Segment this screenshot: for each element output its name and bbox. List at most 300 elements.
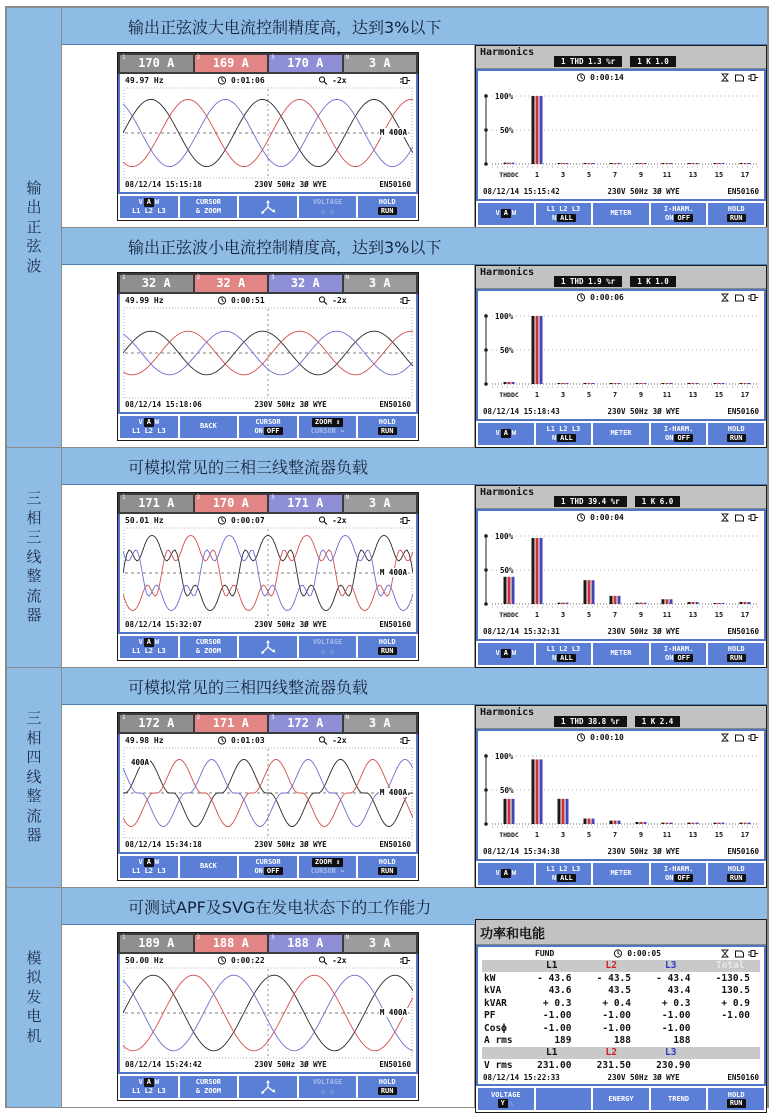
softkey-label: ZOOM ↕ bbox=[312, 418, 343, 427]
scope-body bbox=[118, 514, 418, 634]
softkey-iharm[interactable] bbox=[651, 423, 707, 445]
softkey-line bbox=[312, 1078, 344, 1087]
softkey-label: V bbox=[138, 637, 143, 646]
softkey-hold-run[interactable] bbox=[708, 203, 764, 225]
section-caption: 可模拟常见的三相三线整流器负载 bbox=[62, 448, 767, 485]
svg-text:13: 13 bbox=[688, 170, 698, 179]
magnifier-icon bbox=[318, 956, 329, 965]
softkey-line bbox=[378, 1078, 397, 1087]
svg-text:THDDC: THDDC bbox=[499, 610, 519, 619]
svg-text:100%: 100% bbox=[495, 751, 514, 761]
softkey-label: VOLTAGE bbox=[491, 1090, 521, 1099]
clock-icon bbox=[217, 516, 228, 525]
softkey-voltage[interactable] bbox=[299, 196, 357, 218]
softkey-label: N bbox=[551, 213, 557, 222]
power-table-row bbox=[482, 1034, 760, 1047]
column-header: L2 bbox=[605, 1047, 617, 1059]
scope-screen bbox=[117, 712, 419, 881]
softkey-label: HOLD bbox=[727, 864, 745, 873]
channel-number: 3 bbox=[271, 713, 275, 721]
status-config: 230V 50Hz 3Ø WYE bbox=[254, 620, 327, 629]
phasor-icon bbox=[257, 1079, 279, 1095]
channel-readout bbox=[344, 935, 417, 952]
cell-value: -1.00 bbox=[661, 1010, 691, 1021]
scope-info-row bbox=[120, 74, 416, 87]
waveform-plot bbox=[123, 307, 413, 399]
softkey-line bbox=[727, 1091, 746, 1100]
softkey-line bbox=[663, 645, 695, 654]
channel-readout bbox=[195, 495, 268, 512]
channel-readout bbox=[344, 275, 417, 292]
softkey-label: V bbox=[138, 417, 143, 426]
svg-text:11: 11 bbox=[662, 170, 672, 179]
svg-text:3: 3 bbox=[560, 170, 566, 179]
softkey-line bbox=[310, 427, 346, 436]
range-label: M 400A bbox=[379, 127, 407, 137]
softkey-menu bbox=[476, 861, 766, 887]
harmonics-bar-chart bbox=[479, 84, 763, 186]
softkey-line bbox=[195, 207, 222, 216]
channel-readout bbox=[195, 715, 268, 732]
channel-readout bbox=[344, 55, 417, 72]
svg-text:17: 17 bbox=[740, 390, 750, 399]
hourglass-icon bbox=[720, 293, 731, 302]
softkey-trend[interactable] bbox=[651, 1088, 707, 1110]
svg-text:50%: 50% bbox=[500, 345, 514, 355]
status-standard: EN50160 bbox=[727, 187, 759, 196]
harmonics-bar-chart bbox=[479, 304, 763, 406]
softkey-label: RUN bbox=[727, 214, 746, 223]
softkey-label: TREND bbox=[668, 1094, 690, 1103]
softkey-line bbox=[131, 427, 167, 436]
softkey-line bbox=[609, 429, 632, 438]
waveform-plot bbox=[123, 87, 413, 179]
status-bar bbox=[120, 839, 416, 852]
softkey-line bbox=[312, 198, 344, 207]
thd-readout-box: 1 K 2.4 bbox=[635, 716, 681, 727]
plug-icon bbox=[400, 736, 411, 745]
softkey-label: ON bbox=[254, 866, 263, 875]
softkey-zoom-cursor[interactable] bbox=[299, 416, 357, 438]
channel-number: 3 bbox=[271, 933, 275, 941]
softkey-label: L1 L2 L3 bbox=[546, 424, 581, 433]
softkey-cursor-toggle[interactable] bbox=[239, 416, 297, 438]
svg-text:5: 5 bbox=[586, 170, 592, 179]
softkey-label: RUN bbox=[378, 867, 397, 876]
softkey-phasor[interactable] bbox=[239, 636, 297, 658]
column-header: Total bbox=[715, 960, 745, 972]
softkey-energy[interactable] bbox=[593, 1088, 649, 1110]
svg-text:3: 3 bbox=[560, 390, 566, 399]
screen-title: Harmonics bbox=[480, 266, 535, 278]
softkey-cursor-zoom[interactable] bbox=[180, 196, 238, 218]
zoom-level: -2x bbox=[332, 76, 347, 85]
cell-value: -1.00 bbox=[661, 1022, 691, 1034]
channel-bar bbox=[118, 53, 418, 74]
softkey-back[interactable] bbox=[180, 856, 238, 878]
svg-text:15: 15 bbox=[714, 830, 724, 839]
svg-text:100%: 100% bbox=[495, 91, 514, 101]
softkey-label: I-HARM. bbox=[663, 424, 694, 433]
softkey-line bbox=[195, 638, 222, 647]
softkey-menu bbox=[476, 201, 766, 227]
status-bar bbox=[478, 406, 764, 419]
status-datetime: 08/12/14 15:15:18 bbox=[125, 180, 202, 189]
scope-screenshot bbox=[62, 45, 475, 227]
softkey-hold-run[interactable] bbox=[708, 423, 764, 445]
softkey-line bbox=[727, 654, 746, 663]
channel-value: 32 A bbox=[216, 276, 246, 290]
softkey-label: HOLD bbox=[378, 637, 396, 646]
status-config: 230V 50Hz 3Ø WYE bbox=[607, 627, 680, 636]
channel-readout bbox=[269, 715, 342, 732]
softkey-hold-run[interactable] bbox=[708, 863, 764, 885]
softkey-vaw[interactable] bbox=[478, 203, 534, 225]
power-table-row bbox=[482, 972, 760, 985]
channel-value: 170 A bbox=[212, 496, 249, 510]
status-standard: EN50160 bbox=[727, 847, 759, 856]
softkey-line bbox=[378, 1087, 397, 1096]
softkey-label: W bbox=[511, 649, 517, 658]
softkey-label: ON bbox=[665, 433, 674, 442]
channel-value: 188 A bbox=[212, 936, 249, 950]
thd-readouts bbox=[554, 56, 676, 67]
channel-value: 3 A bbox=[368, 496, 391, 510]
softkey-label: ON bbox=[665, 653, 674, 662]
section-content bbox=[62, 265, 767, 447]
softkey-line bbox=[494, 649, 517, 658]
softkey-label: RUN bbox=[378, 427, 397, 436]
softkey-label: ON bbox=[665, 873, 674, 882]
softkey-zoom-cursor[interactable] bbox=[299, 856, 357, 878]
softkey-line bbox=[137, 638, 160, 647]
screen-title: 功率和电能 bbox=[480, 926, 546, 942]
thd-readout-box: 1 K 1.0 bbox=[630, 276, 676, 287]
harmonics-bar-chart bbox=[479, 524, 763, 626]
scope-body bbox=[118, 294, 418, 414]
softkey-label: A bbox=[144, 858, 154, 867]
softkey-line bbox=[727, 645, 746, 654]
softkey-back[interactable] bbox=[180, 416, 238, 438]
channel-readout bbox=[344, 715, 417, 732]
scope-info-row bbox=[120, 514, 416, 527]
softkey-vaw-phases[interactable] bbox=[120, 856, 178, 878]
softkey-line bbox=[607, 1095, 634, 1104]
channel-number: 2 bbox=[196, 713, 201, 721]
svg-text:1: 1 bbox=[534, 390, 540, 399]
softkey-line bbox=[546, 205, 582, 214]
row-header-cell bbox=[7, 888, 62, 1107]
softkey-label: W bbox=[511, 869, 517, 878]
waveform-plot bbox=[123, 747, 413, 839]
softkey-label: I-HARM. bbox=[663, 204, 694, 213]
hourglass-icon bbox=[720, 513, 731, 522]
status-bar bbox=[478, 846, 764, 859]
softkey-phases[interactable] bbox=[536, 643, 592, 665]
softkey-label: N bbox=[551, 433, 557, 442]
softkey-label: L1 L2 L3 bbox=[546, 644, 581, 653]
svg-text:15: 15 bbox=[714, 610, 724, 619]
softkey-label: METER bbox=[610, 649, 632, 658]
scope-screenshot bbox=[62, 485, 475, 667]
softkey-cursor-zoom[interactable] bbox=[180, 636, 238, 658]
softkey-vaw[interactable] bbox=[478, 423, 534, 445]
softkey-iharm[interactable] bbox=[651, 863, 707, 885]
svg-text:1: 1 bbox=[534, 170, 540, 179]
thd-readout-box: 1 K 1.0 bbox=[630, 56, 676, 67]
softkey-blank[interactable] bbox=[536, 1088, 592, 1110]
softkey-phases[interactable] bbox=[536, 423, 592, 445]
channel-readout bbox=[269, 275, 342, 292]
softkey-phasor[interactable] bbox=[239, 196, 297, 218]
softkey-phases[interactable] bbox=[536, 863, 592, 885]
channel-value: 170 A bbox=[138, 56, 175, 70]
softkey-voltage[interactable] bbox=[299, 636, 357, 658]
softkey-meter[interactable] bbox=[593, 863, 649, 885]
column-header: L2 bbox=[605, 960, 617, 972]
softkey-line bbox=[199, 422, 218, 431]
softkey-label: RUN bbox=[727, 874, 746, 883]
softkey-label: L1 L2 L3 bbox=[546, 204, 581, 213]
status-datetime: 08/12/14 15:32:31 bbox=[483, 627, 560, 636]
zoom-level: -2x bbox=[332, 516, 347, 525]
softkey-vaw-phases[interactable] bbox=[120, 1076, 178, 1098]
softkey-line bbox=[490, 1091, 522, 1100]
softkey-line bbox=[378, 198, 397, 207]
softkey-vaw[interactable] bbox=[478, 643, 534, 665]
status-datetime: 08/12/14 15:15:42 bbox=[483, 187, 560, 196]
elapsed-time: 0:01:06 bbox=[230, 76, 265, 85]
softkey-cursor-toggle[interactable] bbox=[239, 856, 297, 878]
plug-icon bbox=[748, 733, 759, 742]
softkey-hold-run[interactable] bbox=[358, 196, 416, 218]
softkey-vaw-phases[interactable] bbox=[120, 196, 178, 218]
softkey-iharm[interactable] bbox=[651, 203, 707, 225]
softkey-label: ALL bbox=[557, 434, 576, 443]
softkey-label: OFF bbox=[674, 214, 693, 223]
softkey-label: △ △ bbox=[321, 206, 334, 215]
softkey-label: A bbox=[501, 209, 511, 218]
thd-readout-box: 1 THD 38.8 %r bbox=[554, 716, 627, 727]
softkey-line bbox=[727, 205, 746, 214]
section-caption: 可模拟常见的三相四线整流器负载 bbox=[62, 668, 767, 705]
softkey-label: L1 L2 L3 bbox=[131, 426, 166, 435]
softkey-line bbox=[195, 198, 222, 207]
softkey-vaw[interactable] bbox=[478, 863, 534, 885]
channel-readout bbox=[120, 275, 193, 292]
column-header: L1 bbox=[546, 960, 558, 972]
plug-icon bbox=[748, 293, 759, 302]
cell-value: - 43.5 bbox=[596, 972, 631, 984]
scope-body bbox=[118, 734, 418, 854]
status-bar bbox=[120, 619, 416, 632]
softkey-menu bbox=[118, 634, 418, 660]
softkey-voltage[interactable] bbox=[299, 1076, 357, 1098]
cell-value: 231.00 bbox=[537, 1059, 572, 1071]
softkey-menu bbox=[118, 414, 418, 440]
status-datetime: 08/12/14 15:18:43 bbox=[483, 407, 560, 416]
cell-value: 231.50 bbox=[596, 1059, 631, 1071]
channel-value: 172 A bbox=[138, 716, 175, 730]
channel-number: 1 bbox=[122, 713, 126, 721]
svg-text:7: 7 bbox=[612, 390, 618, 399]
cell-value: -1.00 bbox=[542, 1022, 572, 1034]
channel-readout bbox=[120, 495, 193, 512]
softkey-meter[interactable] bbox=[593, 423, 649, 445]
softkey-label: W bbox=[511, 429, 517, 438]
harmonics-body bbox=[476, 289, 766, 421]
svg-text:11: 11 bbox=[662, 390, 672, 399]
harmonics-info-row bbox=[478, 71, 764, 84]
channel-number: N bbox=[345, 53, 350, 61]
harmonics-screenshot bbox=[475, 265, 767, 447]
row-label: kVA bbox=[484, 985, 502, 996]
cell-value: 188 bbox=[613, 1035, 631, 1046]
harmonics-screen bbox=[475, 705, 767, 888]
status-datetime: 08/12/14 15:18:06 bbox=[125, 400, 202, 409]
softkey-line bbox=[320, 647, 335, 656]
channel-value: 3 A bbox=[368, 936, 391, 950]
voltage-table-row bbox=[482, 1059, 760, 1072]
channel-value: 172 A bbox=[287, 716, 324, 730]
row-label: 输 出 正 弦 波 bbox=[26, 178, 42, 275]
status-datetime: 08/12/14 15:34:38 bbox=[483, 847, 560, 856]
plug-icon bbox=[400, 76, 411, 85]
cell-value: -1.00 bbox=[721, 1010, 750, 1021]
svg-text:9: 9 bbox=[638, 390, 644, 399]
softkey-iharm[interactable] bbox=[651, 643, 707, 665]
plug-icon bbox=[748, 73, 759, 82]
channel-value: 3 A bbox=[368, 716, 391, 730]
softkey-line bbox=[312, 638, 344, 647]
softkey-vaw-phases[interactable] bbox=[120, 416, 178, 438]
softkey-line bbox=[378, 418, 397, 427]
svg-text:15: 15 bbox=[714, 390, 724, 399]
frequency-readout: 49.99 Hz bbox=[125, 296, 164, 305]
zoom-level: -2x bbox=[332, 296, 347, 305]
scope-screen bbox=[117, 492, 419, 661]
svg-text:THDDC: THDDC bbox=[499, 830, 519, 839]
softkey-phases[interactable] bbox=[536, 203, 592, 225]
clock-icon bbox=[217, 76, 228, 85]
softkey-label: BACK bbox=[199, 422, 217, 431]
channel-number: N bbox=[345, 493, 350, 501]
softkey-line bbox=[609, 649, 632, 658]
softkey-line bbox=[378, 858, 397, 867]
softkey-phasor[interactable] bbox=[239, 1076, 297, 1098]
cell-value: 43.6 bbox=[548, 985, 572, 996]
softkey-hold-run[interactable] bbox=[358, 636, 416, 658]
softkey-vaw-phases[interactable] bbox=[120, 636, 178, 658]
softkey-label: W bbox=[154, 857, 160, 866]
softkey-cursor-zoom[interactable] bbox=[180, 1076, 238, 1098]
softkey-label: OFF bbox=[264, 867, 283, 876]
softkey-label: A bbox=[501, 869, 511, 878]
softkey-label: △ bbox=[508, 1099, 514, 1108]
status-config: 230V 50Hz 3Ø WYE bbox=[254, 400, 327, 409]
softkey-label: Y bbox=[498, 1099, 508, 1108]
softkey-meter[interactable] bbox=[593, 643, 649, 665]
phasor-icon bbox=[257, 639, 279, 655]
softkey-hold-run[interactable] bbox=[708, 1088, 764, 1110]
plug-icon bbox=[400, 296, 411, 305]
softkey-hold-run[interactable] bbox=[358, 856, 416, 878]
channel-value: 171 A bbox=[287, 496, 324, 510]
svg-text:11: 11 bbox=[662, 830, 672, 839]
softkey-line bbox=[131, 207, 167, 216]
softkey-line bbox=[131, 1087, 167, 1096]
softkey-label: HOLD bbox=[727, 424, 745, 433]
softkey-hold-run[interactable] bbox=[358, 1076, 416, 1098]
section-caption: 可测试APF及SVG在发电状态下的工作能力 bbox=[62, 888, 767, 925]
harmonics-title-bar bbox=[476, 486, 766, 509]
softkey-line bbox=[378, 427, 397, 436]
softkey-hold-run[interactable] bbox=[708, 643, 764, 665]
softkey-menu bbox=[476, 421, 766, 447]
softkey-hold-run[interactable] bbox=[358, 416, 416, 438]
cell-value: + 0.4 bbox=[602, 997, 631, 1009]
plug-icon bbox=[748, 513, 759, 522]
harmonics-title-bar bbox=[476, 706, 766, 729]
softkey-menu bbox=[118, 854, 418, 880]
power-table-header bbox=[482, 960, 760, 972]
elapsed-time: 0:00:10 bbox=[590, 733, 624, 742]
channel-readout bbox=[269, 55, 342, 72]
softkey-menu bbox=[476, 1086, 766, 1112]
elapsed-time: 0:01:03 bbox=[230, 736, 265, 745]
elapsed-time: 0:00:04 bbox=[590, 513, 624, 522]
softkey-line bbox=[664, 434, 693, 443]
softkey-line bbox=[195, 1078, 222, 1087]
magnifier-icon bbox=[318, 736, 329, 745]
softkey-label: HOLD bbox=[727, 1090, 745, 1099]
waveform-plot bbox=[123, 967, 413, 1059]
table-section bbox=[62, 888, 767, 1107]
row-group-generator bbox=[7, 887, 767, 1107]
softkey-label: L1 L2 L3 bbox=[131, 646, 166, 655]
softkey-voltage[interactable] bbox=[478, 1088, 534, 1110]
softkey-label: W bbox=[154, 1077, 160, 1086]
row-group-3p3w-rectifier bbox=[7, 447, 767, 667]
softkey-meter[interactable] bbox=[593, 203, 649, 225]
channel-bar bbox=[118, 493, 418, 514]
range-label: M 400A bbox=[379, 1007, 407, 1017]
svg-text:THDDC: THDDC bbox=[499, 390, 519, 399]
softkey-line bbox=[609, 209, 632, 218]
softkey-label: W bbox=[154, 417, 160, 426]
elapsed-time: 0:00:51 bbox=[230, 296, 265, 305]
channel-number: 2 bbox=[196, 53, 201, 61]
harmonics-title-bar bbox=[476, 46, 766, 69]
softkey-label: I-HARM. bbox=[663, 864, 694, 873]
svg-text:1: 1 bbox=[534, 610, 540, 619]
channel-value: 170 A bbox=[287, 56, 324, 70]
softkey-label: CURSOR bbox=[195, 1077, 222, 1086]
softkey-label: △ △ bbox=[321, 646, 334, 655]
row-label: V rms bbox=[484, 1059, 513, 1071]
softkey-line bbox=[494, 429, 517, 438]
softkey-line bbox=[664, 874, 693, 883]
status-bar bbox=[478, 1071, 764, 1084]
svg-text:13: 13 bbox=[688, 390, 698, 399]
status-config: 230V 50Hz 3Ø WYE bbox=[254, 1060, 327, 1069]
channel-number: 2 bbox=[196, 493, 201, 501]
status-standard: EN50160 bbox=[379, 1060, 411, 1069]
cell-value: - 43.6 bbox=[537, 972, 572, 984]
cell-value: 188 bbox=[673, 1035, 691, 1046]
softkey-label: V bbox=[138, 1077, 143, 1086]
scope-body bbox=[118, 74, 418, 194]
